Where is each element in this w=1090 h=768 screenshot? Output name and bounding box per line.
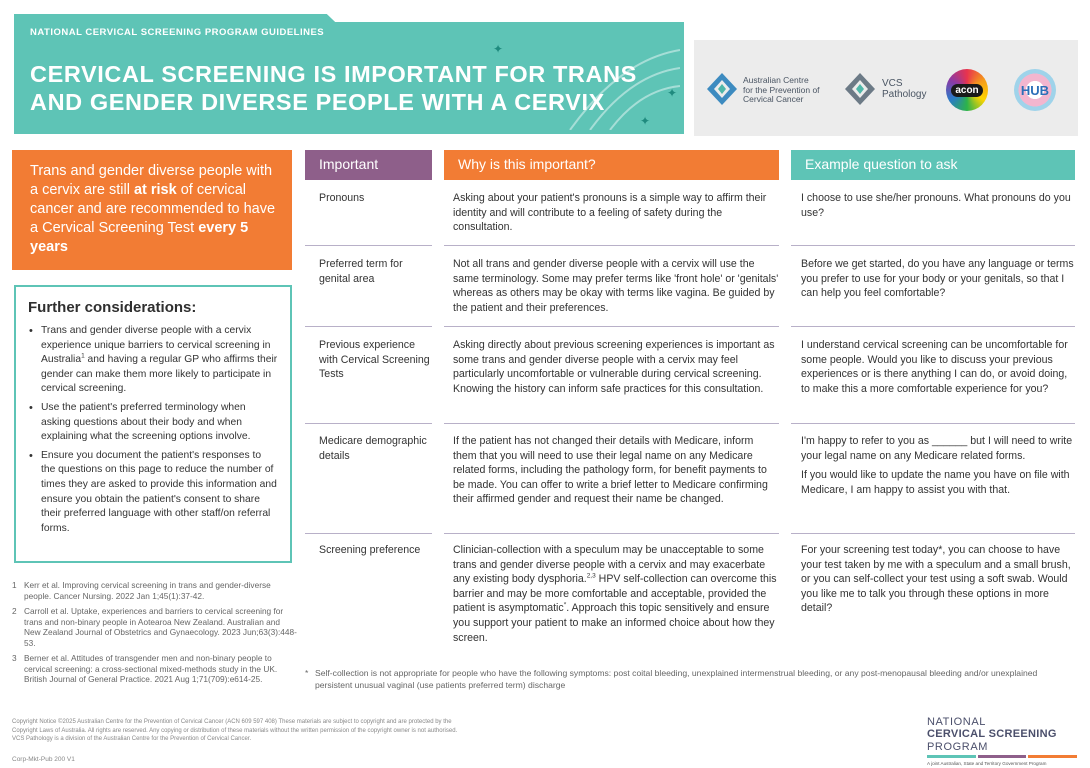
vcs-logo-icon [844, 72, 876, 106]
page-title-line1: CERVICAL SCREENING IS IMPORTANT FOR TRANS [30, 61, 637, 87]
reference-item [12, 653, 297, 685]
ncsp-color-bar [927, 755, 1077, 758]
acpcc-line2: for the Prevention of [743, 84, 820, 95]
further-item [28, 324, 278, 397]
footnote [305, 668, 1075, 691]
hub-logo [1014, 69, 1056, 111]
row-example: I understand cervical screening can be uncomfortable for some people. Would you like to discuss your previous experiences or is there anything I can do, or avoid doing, to make this a more comfortable experience for you? [801, 339, 1068, 395]
row-divider [305, 245, 432, 246]
acpcc-line1: Australian Centre [743, 75, 809, 85]
hub-logo-text: HUB [1020, 82, 1050, 98]
row-topic: Pronouns [319, 192, 365, 204]
acpcc-logo-icon [706, 72, 738, 106]
risk-bold-2: every 5 years [30, 220, 249, 255]
table-row [305, 543, 1075, 653]
reference-text: Kerr et al. Improving cervical screening in trans and gender-diverse people. Cancer Nursing. 2022 Jan 1;45(1):37-42. [24, 580, 271, 601]
reference-number: 2 [12, 606, 17, 616]
row-divider [444, 326, 779, 327]
row-topic: Medicare demographic details [319, 435, 427, 462]
row-why-a: Clinician-collection with a speculum may be unacceptable to some trans and gender diverse people with a cervix and may exacerbate any existing body dysphoria. [453, 544, 766, 586]
row-divider [444, 423, 779, 424]
acon-logo-text: acon [951, 84, 982, 97]
row-why: If the patient has not changed their details with Medicare, inform them that you will need to use their legal name on any Medicare related forms, including the pathology form, for benefit payments to be made. You can offer to write a brief letter to Medicare confirming their affirmed gender and request their name be changed. [453, 435, 768, 506]
reference-text: Carroll et al. Uptake, experiences and barriers to cervical screening for trans and non-binary people in Aotearoa New Zealand. Australian and New Zealand Journal of Obstetrics and Gynaecology. 2023 Jun;63(3):448-53. [24, 606, 297, 648]
sparkle-icon: ✦ [667, 86, 678, 100]
ncsp-line1: NATIONAL [927, 716, 986, 728]
row-divider [791, 326, 1075, 327]
row-divider [444, 245, 779, 246]
row-divider [791, 423, 1075, 424]
further-item1-a: Trans and gender diverse people with a cervix experience unique barriers to cervical screening in Australia [41, 325, 271, 366]
row-why: Not all trans and gender diverse people with a cervix will use the same terminology. Some may prefer terms like 'front hole' or 'genitals' whereas as others may be okay with terms like vagina. Be guided by the patient and their preferences. [453, 258, 779, 314]
ncsp-line2: CERVICAL SCREENING [927, 728, 1057, 740]
row-divider [305, 326, 432, 327]
row-example: For your screening test today*, you can choose to have your test taken by me with a speculum and a small brush, or you can self-collect your test using a soft swab. Would you like me to talk you through these options in more detail? [801, 544, 1071, 615]
sparkle-icon: ✦ [493, 42, 504, 56]
acon-logo [946, 69, 988, 111]
further-title: Further considerations: [28, 299, 197, 316]
row-why-sup2: * [563, 601, 567, 609]
column-header-why: Why is this important? [444, 150, 779, 180]
row-example-line2: If you would like to update the name you have on file with Medicare, I am happy to assist you with that. [801, 469, 1070, 496]
copyright-line2: Copyright Laws of Australia. All rights are reserved. Any copying or distribution of these materials without the written permission of the copyright owner is not authorised. [12, 727, 458, 734]
copyright-line3: VCS Pathology is a division of the Australian Centre for the Prevention of Cervical Cancer. [12, 736, 252, 742]
further-item1-b: and having a regular GP who affirms their gender can make them more likely to participate in cervical screening. [41, 354, 278, 395]
sparkle-icon: ✦ [640, 114, 651, 128]
row-why-c: . Approach this topic sensitively and ensure you support your patient to make an informed choice about how they screen. [453, 602, 775, 644]
footnote-star: * [305, 668, 309, 678]
further-item: • Ensure you document the patient's responses to the questions on this page to reduce the number of times they are asked to provide this information and ensure you obtain the patient's consent to share their preferred language with other staff/on referral forms. [28, 449, 278, 537]
column-header-important: Important [305, 150, 432, 180]
decorative-curves-icon [560, 40, 680, 130]
further-list [28, 324, 278, 536]
vcs-logo-text [882, 78, 926, 100]
reference-item [12, 580, 297, 601]
row-example: Before we get started, do you have any language or terms you prefer to use for your body or your genitals, so that I can help you feel comfortable? [801, 258, 1074, 300]
row-example: I choose to use she/her pronouns. What pronouns do you use? [801, 192, 1071, 219]
table-row [305, 257, 1075, 321]
row-topic: Preferred term for genital area [319, 258, 403, 285]
references [12, 580, 297, 690]
ncsp-logo [927, 716, 1077, 766]
row-divider [305, 423, 432, 424]
acpcc-line3: Cervical Cancer [743, 94, 804, 104]
row-divider [791, 533, 1075, 534]
acpcc-logo-text [743, 76, 820, 105]
column-header-example: Example question to ask [791, 150, 1075, 180]
row-why: Asking directly about previous screening experiences is important as some trans and gender diverse people with a cervix may feel particularly uncomfortable or vulnerable during cervical screening. Knowing the history can inform safe practices for this consultation. [453, 339, 775, 395]
vcs-line1: VCS [882, 78, 903, 89]
page-title-line2: AND GENDER DIVERSE PEOPLE WITH A CERVIX [30, 89, 605, 115]
reference-number: 3 [12, 653, 17, 663]
header-tagline: NATIONAL CERVICAL SCREENING PROGRAM GUIDELINES [30, 27, 325, 38]
reference-item [12, 606, 297, 648]
risk-callout [12, 150, 292, 270]
row-why-b: HPV self-collection can overcome this barrier and may be more comfortable and acceptable, provided the patient is asymptomatic [453, 573, 777, 615]
further-item: • Use the patient's preferred terminology when asking questions about their body and when explaining what the screening options involve. [28, 401, 278, 445]
footnote-text: Self-collection is not appropriate for people who have the following symptoms: post coital bleeding, unexplained intermenstrual bleeding, or any post-menopausal bleeding and/or unexplained persistent unusual vaginal (use patients preferred term) discharge [315, 668, 1038, 690]
row-example-line1: I'm happy to refer to you as ______ but I will need to write your legal name on any Medicare related forms. [801, 435, 1073, 462]
risk-bold-1: at risk [133, 182, 177, 198]
reference-number: 1 [12, 580, 17, 590]
row-topic: Previous experience with Cervical Screening Tests [319, 339, 430, 381]
table-row [305, 191, 1075, 241]
copyright-notice [12, 718, 482, 744]
row-divider [305, 533, 432, 534]
row-why: Asking about your patient's pronouns is a simple way to affirm their identity and will contribute to a feeling of safety during the consultation. [453, 192, 767, 234]
ncsp-subtitle: A joint Australian, State and Territory Government Program [927, 761, 1047, 766]
publication-code: Corp-Mkt-Pub 200 V1 [12, 756, 75, 763]
row-example [801, 434, 1077, 497]
table-row [305, 338, 1075, 418]
copyright-line1: Copyright Notice ©2025 Australian Centre for the Prevention of Cervical Cancer (ACN 609 597 408) These materials are subject to copyright and are protected by the [12, 719, 452, 725]
further-item1-sup: 1 [81, 352, 85, 360]
reference-text: Berner et al. Attitudes of transgender men and non-binary people to cervical screening: a cross-sectional mixed-methods study in the UK. British Journal of General Practice. 2021 Aug 1;71(709):e614-25. [24, 653, 278, 684]
ncsp-line3: PROGRAM [927, 741, 989, 753]
row-divider [444, 533, 779, 534]
row-topic: Screening preference [319, 544, 421, 556]
vcs-line2: Pathology [882, 89, 927, 100]
row-why-sup1: 2,3 [586, 572, 596, 580]
table-row [305, 434, 1075, 528]
row-why [453, 543, 779, 645]
logo-panel [694, 40, 1078, 136]
risk-text-2: of cervical cancer and are recommended to have a Cervical Screening Test [30, 182, 276, 236]
risk-text-1: Trans and gender diverse people with a cervix are still [30, 163, 273, 198]
further-considerations-box [14, 285, 292, 563]
row-divider [791, 245, 1075, 246]
